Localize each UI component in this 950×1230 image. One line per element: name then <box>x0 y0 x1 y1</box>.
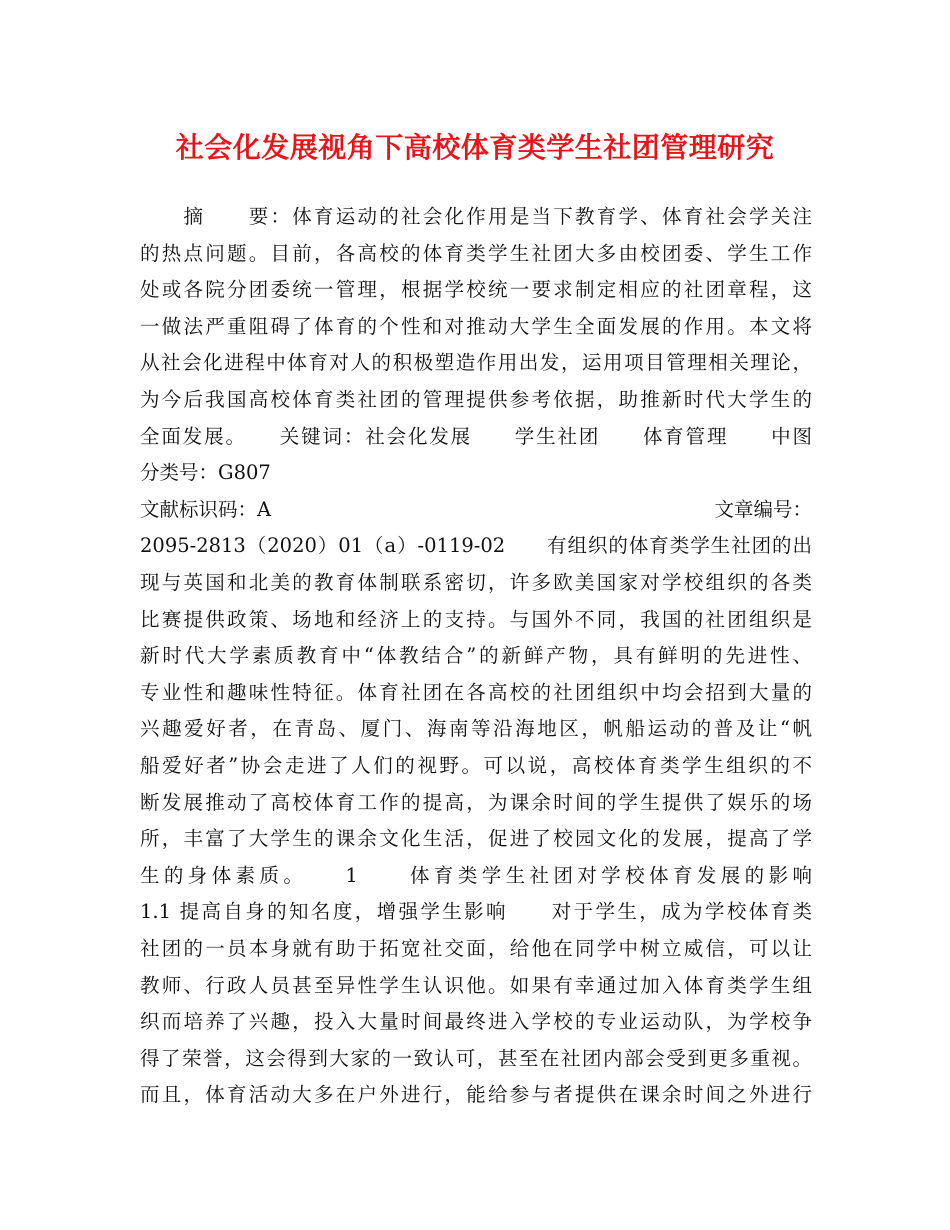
text-line: 新时代大学素质教育中“体教结合”的新鲜产物，具有鲜明的先进性、 <box>140 644 812 668</box>
text-line: 断发展推动了高校体育工作的提高，为课余时间的学生提供了娱乐的场 <box>140 790 812 814</box>
text-line: 2095-2813（2020）01（a）-0119-02 有组织的体育类学生社团的出 <box>140 534 812 558</box>
text-line: 的热点问题。目前，各高校的体育类学生社团大多由校团委、学生工作 <box>140 241 812 265</box>
text-line: 现与英国和北美的教育体制联系密切，许多欧美国家对学校组织的各类 <box>140 571 812 594</box>
text-line: 处或各院分团委统一管理，根据学校统一要求制定相应的社团章程，这 <box>140 278 812 302</box>
text-line: 所，丰富了大学生的课余文化生活，促进了校园文化的发展，提高了学 <box>140 827 812 851</box>
text-line: 兴趣爱好者，在青岛、厦门、海南等沿海地区，帆船运动的普及让“帆 <box>140 717 812 741</box>
text-line: 生的身体素质。 1 体育类学生社团对学校体育发展的影响 <box>140 863 812 887</box>
text-line: 摘 要：体育运动的社会化作用是当下教育学、体育社会学关注 <box>140 205 812 228</box>
text-line: 全面发展。 关键词：社会化发展 学生社团 体育管理 中图 <box>140 424 812 448</box>
doc-id-code: 文献标识码：A <box>140 497 272 521</box>
text-line: 织而培养了兴趣，投入大量时间最终进入学校的专业运动队，为学校争 <box>140 1010 812 1034</box>
text-line: 为今后我国高校体育类社团的管理提供参考依据，助推新时代大学生的 <box>140 388 812 411</box>
text-line-split <box>140 493 812 527</box>
text-line: 分类号：G807 <box>140 461 271 485</box>
text-line: 船爱好者”协会走进了人们的视野。可以说，高校体育类学生组织的不 <box>140 754 812 777</box>
text-line: 得了荣誉，这会得到大家的一致认可，甚至在社团内部会受到更多重视。 <box>140 1046 812 1070</box>
text-line: 专业性和趣味性特征。体育社团在各高校的社团组织中均会招到大量的 <box>140 680 812 704</box>
article-number-label: 文章编号： <box>714 497 812 521</box>
text-line: 教师、行政人员甚至异性学生认识他。如果有幸通过加入体育类学生组 <box>140 973 812 997</box>
text-line: 从社会化进程中体育对人的积极塑造作用出发，运用项目管理相关理论， <box>140 351 812 375</box>
text-line: 一做法严重阻碍了体育的个性和对推动大学生全面发展的作用。本文将 <box>140 314 812 338</box>
document-title: 社会化发展视角下高校体育类学生社团管理研究 <box>175 131 775 164</box>
text-line: 1.1 提高自身的知名度，增强学生影响 对于学生，成为学校体育类 <box>140 900 812 924</box>
text-line: 社团的一员本身就有助于拓宽社交面，给他在同学中树立威信，可以让 <box>140 937 812 960</box>
text-line: 而且，体育活动大多在户外进行，能给参与者提供在课余时间之外进行 <box>140 1083 812 1107</box>
text-line: 比赛提供政策、场地和经济上的支持。与国外不同，我国的社团组织是 <box>140 607 812 631</box>
